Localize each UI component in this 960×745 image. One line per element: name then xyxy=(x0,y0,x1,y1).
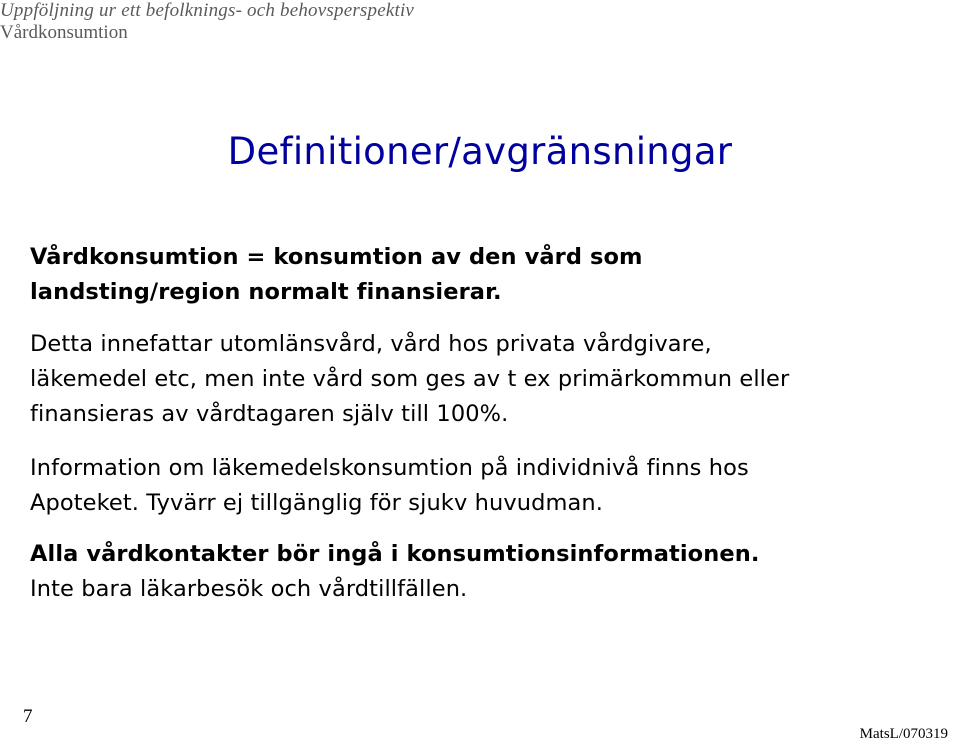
document-id: MatsL/070319 xyxy=(859,726,948,742)
paragraph-line: Information om läkemedelskonsumtion på individnivå finns hos xyxy=(30,455,749,481)
header-title: Uppföljning ur ett befolknings- och behovsperspektiv xyxy=(0,0,415,21)
header-subtitle: Vårdkonsumtion xyxy=(0,22,128,43)
slide-title: Definitioner/avgränsningar xyxy=(227,130,733,173)
paragraph-line: läkemedel etc, men inte vård som ges av t ex primärkommun eller xyxy=(30,366,790,392)
contacts-paragraph xyxy=(30,537,950,607)
paragraph-line: landsting/region normalt finansierar. xyxy=(30,279,502,305)
paragraph-line: Inte bara läkarbesök och vårdtillfällen. xyxy=(30,576,468,602)
scope-paragraph xyxy=(30,327,950,432)
page-number: 7 xyxy=(23,706,33,727)
paragraph-line: Vårdkonsumtion = konsumtion av den vård som xyxy=(30,244,643,270)
paragraph-line: Alla vårdkontakter bör ingå i konsumtionsinformationen. xyxy=(30,541,760,567)
pharmacy-paragraph xyxy=(30,451,950,521)
paragraph-line: Apoteket. Tyvärr ej tillgänglig för sjukv huvudman. xyxy=(30,490,604,516)
paragraph-line: Detta innefattar utomlänsvård, vård hos privata vårdgivare, xyxy=(30,331,712,357)
definition-paragraph xyxy=(30,240,950,310)
paragraph-line: finansieras av vårdtagaren själv till 100%. xyxy=(30,401,509,427)
